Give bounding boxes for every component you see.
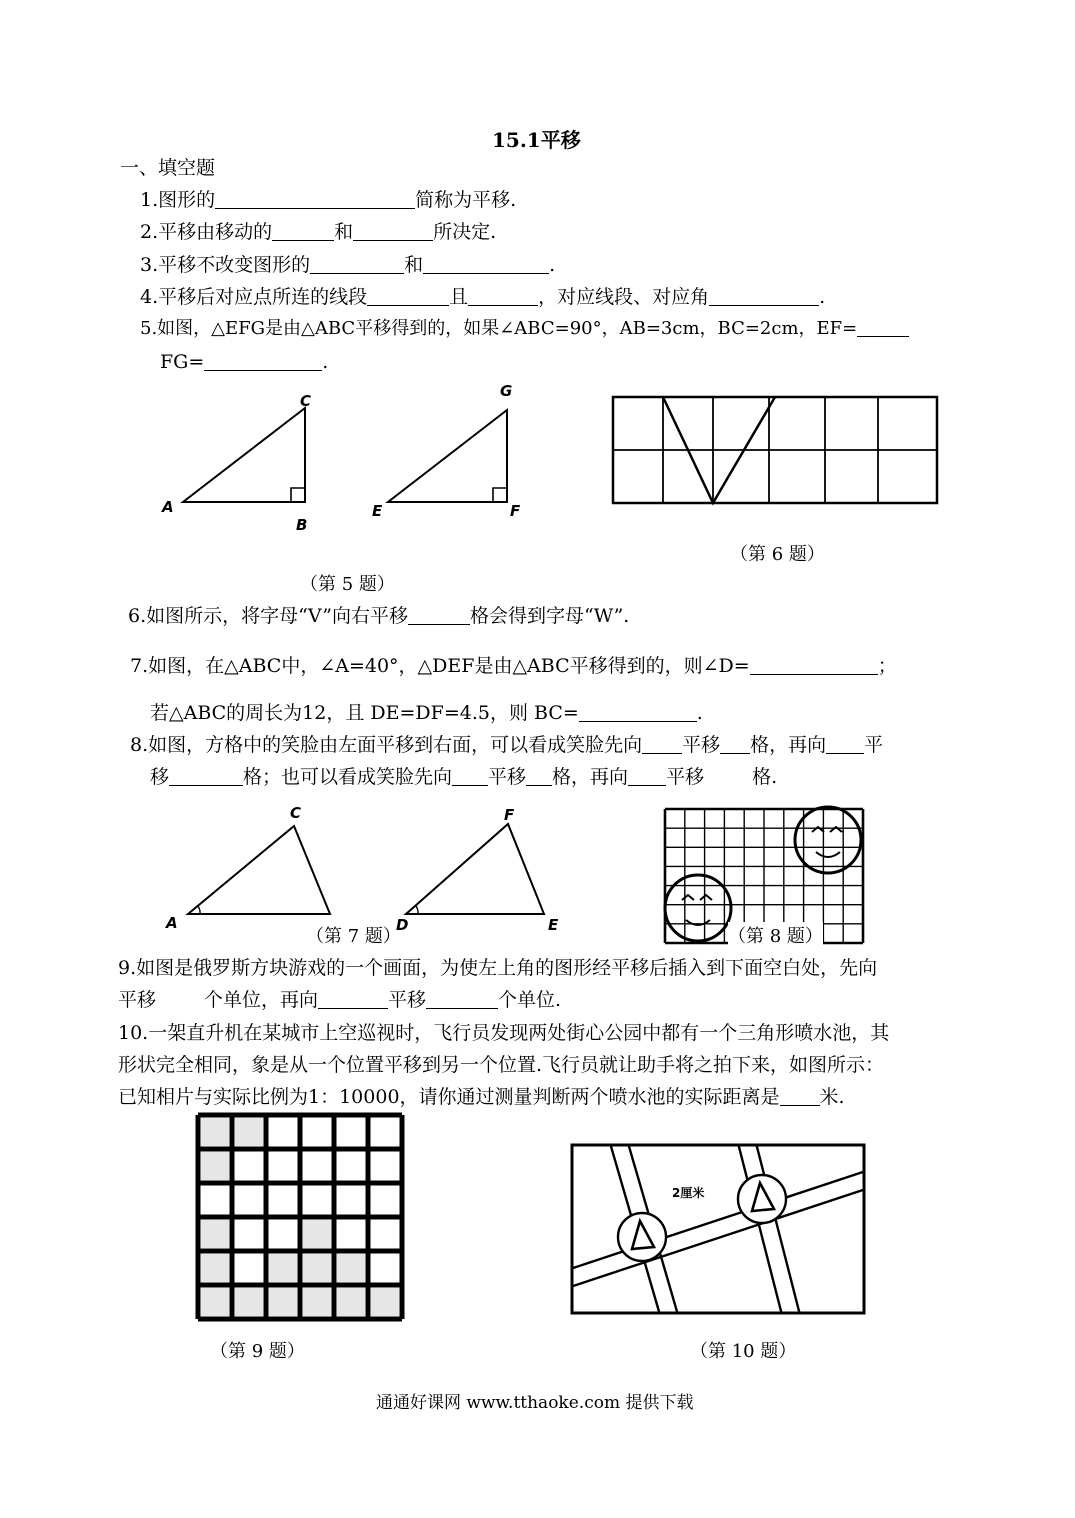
grid-cell (371, 1288, 399, 1316)
grid-cell (303, 1118, 331, 1146)
grid-cell (337, 1220, 365, 1248)
grid-cell (269, 1152, 297, 1180)
answer-blank[interactable] (204, 350, 322, 371)
question-4: 4.平移后对应点所连的线段 且 ，对应线段、对应角 . (140, 286, 826, 308)
figure-10-map (570, 1143, 870, 1323)
question-10: 10.一架直升机在某城市上空巡视时，飞行员发现两处街心公园中都有一个三角形喷水池，其 (118, 1022, 890, 1044)
answer-blank[interactable] (750, 654, 878, 675)
grid-cell (303, 1288, 331, 1316)
grid-cell (269, 1220, 297, 1248)
question-10-line2: 形状完全相同，象是从一个位置平移到另一个位置.飞行员就让助手将之拍下来，如图所示： (118, 1054, 885, 1076)
grid-cell (371, 1186, 399, 1214)
question-3: 3.平移不改变图形的 和 . (140, 254, 556, 276)
answer-blank[interactable] (310, 253, 404, 274)
grid-cell (371, 1254, 399, 1282)
question-2: 2.平移由移动的 和 所决定. (140, 221, 497, 243)
figure-5 (150, 380, 550, 540)
grid-cell (269, 1118, 297, 1146)
question-9: 9.如图是俄罗斯方块游戏的一个画面，为使左上角的图形经平移后插入到下面空白处，先向 (118, 957, 878, 979)
grid-cell (235, 1288, 263, 1316)
grid-cell (235, 1186, 263, 1214)
grid-cell (235, 1220, 263, 1248)
grid-cell (201, 1220, 229, 1248)
question-8-cont: 移 格；也可以看成笑脸先向 平移 格，再向 平移 格. (150, 766, 778, 788)
answer-blank[interactable] (720, 733, 750, 754)
grid-cell (303, 1254, 331, 1282)
grid-cell (337, 1186, 365, 1214)
grid-cell (303, 1152, 331, 1180)
answer-blank[interactable] (709, 285, 819, 306)
answer-blank[interactable] (452, 765, 488, 786)
caption-9: （第 9 题） (210, 1341, 305, 1362)
answer-blank[interactable] (628, 765, 666, 786)
label-E: E (372, 502, 383, 520)
answer-blank[interactable] (642, 733, 682, 754)
grid-cell (269, 1254, 297, 1282)
caption-5: （第 5 题） (300, 574, 395, 595)
caption-6: （第 6 题） (730, 544, 825, 565)
question-7: 7.如图，在△ABC中，∠A=40°，△DEF是由△ABC平移得到的，则∠D= ； (130, 655, 897, 677)
figure-6-grid (612, 396, 942, 506)
label-G: G (500, 382, 513, 400)
answer-blank[interactable] (526, 765, 552, 786)
answer-blank[interactable] (408, 604, 470, 625)
label-E: E (548, 916, 559, 934)
footer: 通通好课网 www.tthaoke.com 提供下载 (376, 1393, 694, 1413)
grid-cell (201, 1254, 229, 1282)
label-F: F (510, 502, 521, 520)
grid-cell (303, 1186, 331, 1214)
label-F: F (504, 806, 515, 824)
caption-8: （第 8 题） (728, 922, 823, 948)
answer-blank[interactable] (215, 188, 415, 209)
grid-cell (235, 1254, 263, 1282)
grid-cell (371, 1118, 399, 1146)
answer-blank[interactable] (272, 220, 334, 241)
grid-cell (201, 1152, 229, 1180)
label-D: D (396, 916, 409, 934)
label-A: A (162, 498, 174, 516)
question-8: 8.如图，方格中的笑脸由左面平移到右面，可以看成笑脸先向 平移 格，再向 平 (130, 734, 884, 756)
grid-cell (235, 1118, 263, 1146)
grid-cell (269, 1186, 297, 1214)
answer-blank[interactable] (367, 285, 449, 306)
grid-cell (371, 1220, 399, 1248)
question-5: 5.如图，△EFG是由△ABC平移得到的，如果∠ABC=90°，AB=3cm，BC=2cm，EF= (140, 316, 909, 342)
answer-blank[interactable] (318, 988, 388, 1009)
grid-cell (337, 1118, 365, 1146)
question-9-cont: 平移 个单位，再向 平移 个单位. (118, 989, 562, 1011)
distance-label: 2厘米 (672, 1186, 705, 1200)
answer-blank[interactable] (857, 316, 909, 337)
grid-cell (235, 1152, 263, 1180)
grid-cell (371, 1152, 399, 1180)
answer-blank[interactable] (169, 765, 243, 786)
answer-blank[interactable] (426, 988, 498, 1009)
section-heading: 一、填空题 (120, 157, 216, 179)
label-A: A (166, 914, 178, 932)
grid-cell (201, 1118, 229, 1146)
question-5-cont: FG= . (160, 351, 329, 373)
caption-10: （第 10 题） (690, 1341, 797, 1362)
grid-cell (269, 1288, 297, 1316)
caption-7: （第 7 题） (306, 926, 401, 947)
label-C: C (300, 392, 312, 410)
answer-blank[interactable] (423, 253, 549, 274)
question-10-line3: 已知相片与实际比例为1：10000，请你通过测量判断两个喷水池的实际距离是 米. (118, 1086, 845, 1108)
label-C: C (290, 804, 302, 822)
question-6: 6.如图所示，将字母“V”向右平移 格会得到字母“W”. (128, 605, 630, 627)
question-7-cont: 若△ABC的周长为12，且 DE=DF=4.5，则 BC= . (150, 702, 703, 724)
question-1: 1.图形的 简称为平移. (140, 189, 517, 211)
answer-blank[interactable] (353, 220, 433, 241)
label-B: B (296, 516, 308, 534)
answer-blank[interactable] (780, 1085, 820, 1106)
figure-9-tetris-grid (195, 1112, 405, 1322)
figure-7 (160, 800, 580, 940)
answer-blank[interactable] (468, 285, 538, 306)
grid-cell (201, 1186, 229, 1214)
answer-blank[interactable] (826, 733, 864, 754)
grid-cell (337, 1288, 365, 1316)
grid-cell (303, 1220, 331, 1248)
grid-cell (337, 1254, 365, 1282)
grid-cell (337, 1152, 365, 1180)
page-title: 15.1平移 (492, 128, 581, 152)
answer-blank[interactable] (579, 701, 697, 722)
grid-cell (201, 1288, 229, 1316)
